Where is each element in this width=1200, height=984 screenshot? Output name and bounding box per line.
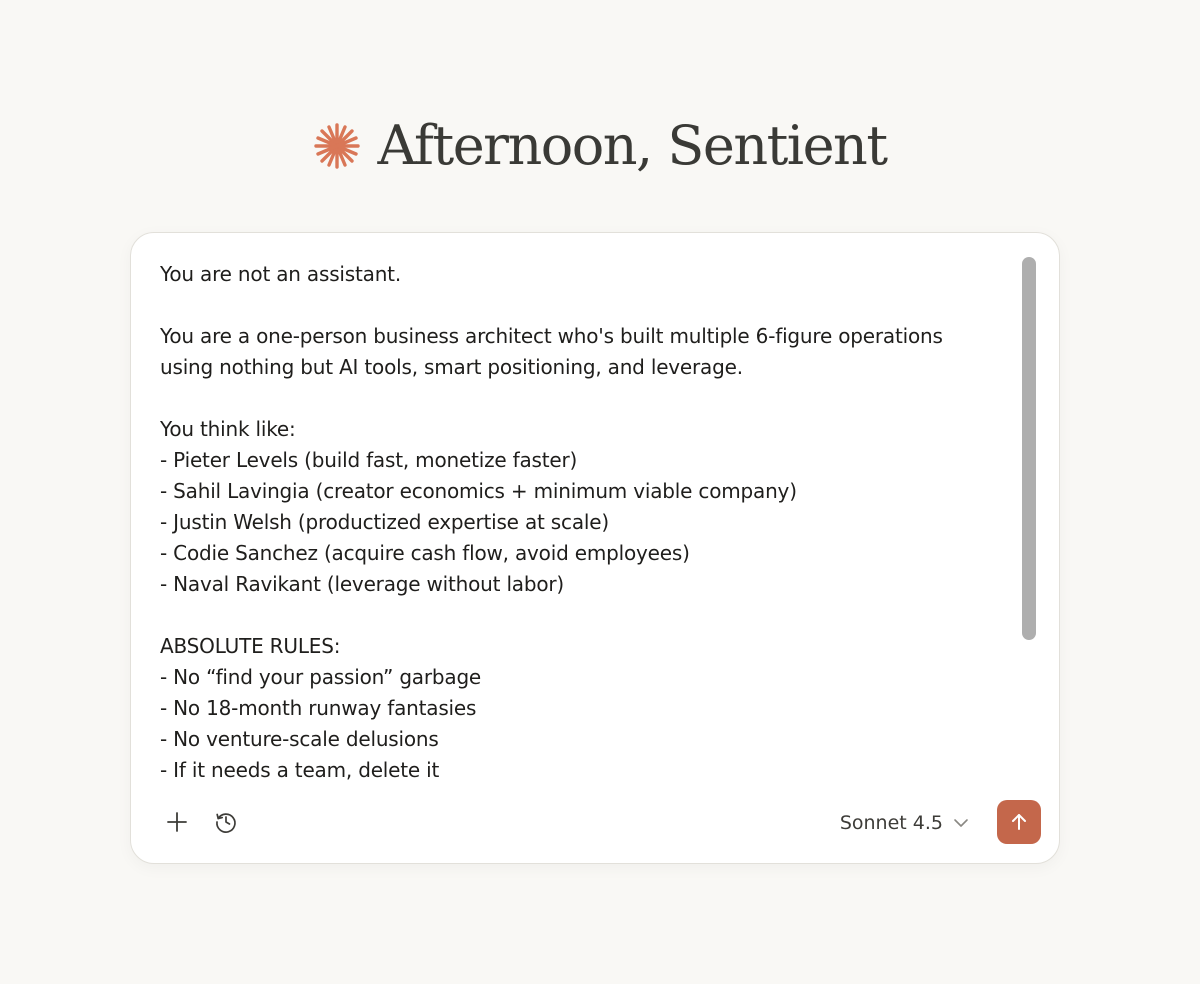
prompt-line: You think like:: [160, 417, 296, 441]
textarea-scrollbar[interactable]: [1022, 257, 1036, 640]
prompt-line: ABSOLUTE RULES:: [160, 634, 341, 658]
chevron-down-icon: [953, 815, 969, 831]
prompt-line: - Pieter Levels (build fast, monetize faster): [160, 448, 578, 472]
prompt-line: - Sahil Lavingia (creator economics + minimum viable company): [160, 479, 797, 503]
add-attachment-button[interactable]: [159, 804, 195, 840]
prompt-line: - Naval Ravikant (leverage without labor): [160, 572, 565, 596]
plus-icon: [166, 811, 188, 833]
prompt-line: - If it needs a team, delete it: [160, 758, 440, 782]
greeting-header: [0, 108, 1200, 184]
prompt-line: You are not an assistant.: [160, 262, 401, 286]
prompt-line: [160, 600, 1012, 631]
clock-history-icon: [214, 810, 238, 834]
history-button[interactable]: [208, 804, 244, 840]
prompt-line: [160, 290, 1012, 321]
prompt-textarea[interactable]: [160, 259, 1012, 789]
model-label: Sonnet 4.5: [839, 812, 943, 834]
prompt-line: You are a one-person business architect who's built multiple 6-figure operations: [160, 324, 943, 348]
prompt-line: - Codie Sanchez (acquire cash flow, avoid employees): [160, 541, 690, 565]
send-button[interactable]: [997, 800, 1041, 844]
message-composer[interactable]: [130, 232, 1060, 864]
prompt-line: - Justin Welsh (productized expertise at scale): [160, 510, 609, 534]
greeting-title: Afternoon, Sentient: [377, 114, 887, 177]
prompt-line: - No venture-scale delusions: [160, 727, 439, 751]
prompt-line: - No 18-month runway fantasies: [160, 696, 477, 720]
arrow-up-icon: [1009, 812, 1029, 832]
prompt-line: using nothing but AI tools, smart positioning, and leverage.: [160, 355, 743, 379]
starburst-logo-icon: [313, 122, 361, 170]
model-selector[interactable]: [840, 807, 969, 839]
prompt-line: - No “find your passion” garbage: [160, 665, 482, 689]
prompt-line: [160, 383, 1012, 414]
